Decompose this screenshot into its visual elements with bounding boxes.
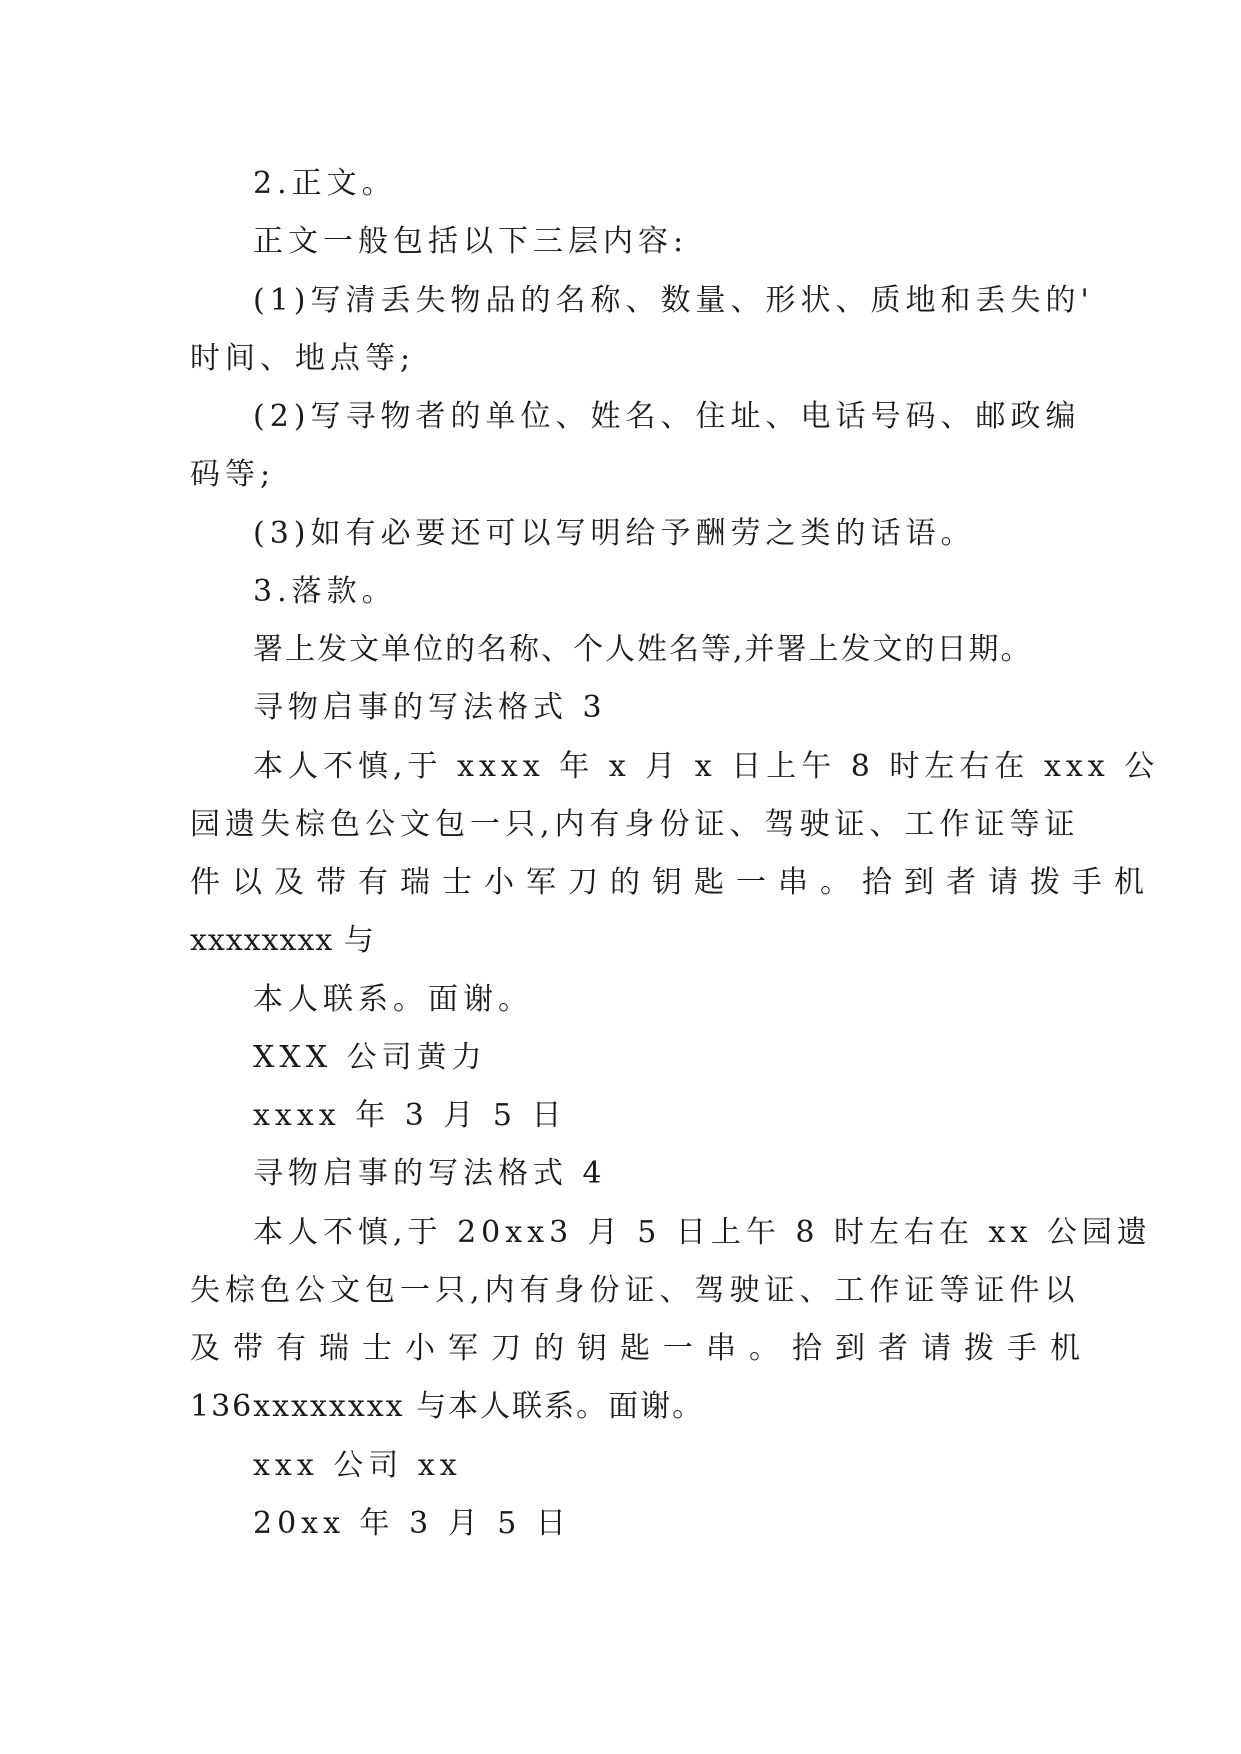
paragraph-line: 署上发文单位的名称、个人姓名等,并署上发文的日期。 — [253, 632, 1033, 667]
paragraph-line: 码等; — [190, 457, 276, 492]
signature-name: xxx 公司 xx — [253, 1448, 462, 1483]
paragraph-line: 时间、地点等; — [190, 341, 416, 376]
signature-date: xxxx 年 3 月 5 日 — [253, 1098, 567, 1133]
section-heading-signoff: 3.落款。 — [253, 574, 397, 609]
paragraph-line: 本人联系。面谢。 — [253, 982, 533, 1017]
paragraph-line: 件以及带有瑞士小军刀的钥匙一串。拾到者请拨手机 — [190, 865, 1156, 900]
paragraph-line: xxxxxxxx 与 — [190, 923, 375, 958]
paragraph-line: 失棕色公文包一只,内有身份证、驾驶证、工作证等证件以 — [190, 1273, 1080, 1308]
section-heading-body: 2.正文。 — [253, 166, 397, 201]
paragraph-line: 正文一般包括以下三层内容: — [253, 224, 689, 259]
paragraph-line: 园遗失棕色公文包一只,内有身份证、驾驶证、工作证等证 — [190, 807, 1080, 842]
signature-date: 20xx 年 3 月 5 日 — [253, 1506, 571, 1541]
paragraph-line: 及带有瑞士小军刀的钥匙一串。拾到者请拨手机 — [190, 1331, 1093, 1366]
paragraph-line: 136xxxxxxxx 与本人联系。面谢。 — [190, 1389, 705, 1424]
format-heading-3: 寻物启事的写法格式 3 — [253, 690, 607, 725]
paragraph-line: (3)如有必要还可以写明给予酬劳之类的话语。 — [253, 516, 976, 551]
paragraph-line: (2)写寻物者的单位、姓名、住址、电话号码、邮政编 — [253, 399, 1081, 434]
signature-name: XXX 公司黄力 — [253, 1040, 487, 1075]
paragraph-line: (1)写清丢失物品的名称、数量、形状、质地和丢失的' — [253, 283, 1094, 318]
paragraph-line: 本人不慎,于 xxxx 年 x 月 x 日上午 8 时左右在 xxx 公 — [253, 749, 1160, 784]
format-heading-4: 寻物启事的写法格式 4 — [253, 1156, 607, 1191]
paragraph-line: 本人不慎,于 20xx3 月 5 日上午 8 时左右在 xx 公园遗 — [253, 1215, 1152, 1250]
